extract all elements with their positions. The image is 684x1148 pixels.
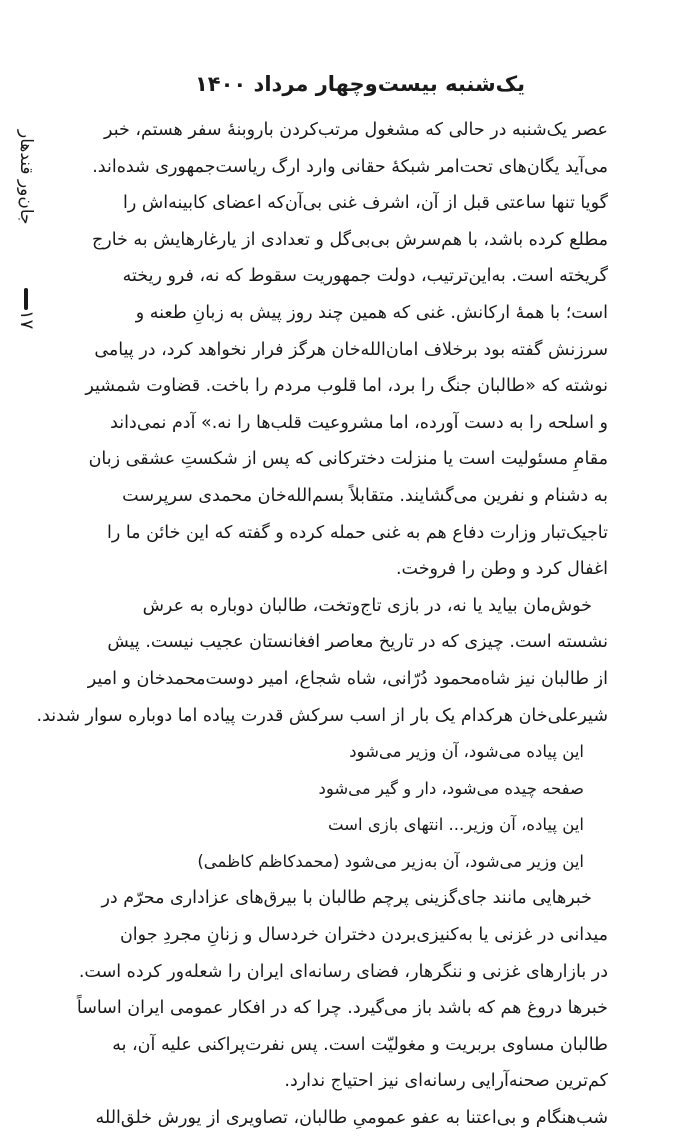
running-title-separator [24,288,28,310]
text-line: از طالبان نیز شاه‌محمود دُرّانی، شاه شجاع، امیر دوست‌محمدخان و امیر [87,668,608,689]
text-line: در بازارهای غزنی و ننگرهار، فضای رسانه‌ای ایران را شعله‌ور کرده است. [78,961,608,982]
text-line: میدانی در غزنی یا به‌کنیزی‌بردن دختران خردسال و زنانِ مجردِ جوان [119,925,608,946]
section-heading: یک‌شنبه بیست‌وچهار مرداد ۱۴۰۰ [194,72,526,96]
page-number: ١٧ [16,310,37,330]
text-line: خبرها دروغ هم که باشد باز می‌گیرد. چرا که در افکار عمومی ایران اساساً [76,998,608,1019]
text-line: تاجیک‌تبار وزارت دفاع هم به غنی حمله کرده و گفته که این خائن ما را [106,522,608,543]
poem-line: این وزیر می‌شود، آن به‌زیر می‌شود (محمدکاظم کاظمی) [197,851,584,871]
text-line: عصر یک‌شنبه در حالی که مشغول مرتب‌کردن باروبنهٔ سفر هستم، خبر [104,120,608,140]
text-line: نشسته است. چیزی که در تاریخ معاصر افغانستان عجیب نیست. پیش [107,632,608,653]
text-line: اغفال کرد و وطن را فروخت. [395,559,608,580]
text-line: می‌آید یگان‌های تحت‌امر شبکهٔ حقانی وارد ارگ ریاست‌جمهوری شده‌اند. [92,156,608,177]
text-line: سرزنش گفته بود برخلاف امان‌الله‌خان هرگز فرار نخواهد کرد، در پیامی [94,339,608,360]
text-line: نوشته که «طالبان جنگ را برد، اما قلوب مردم را باخت. قضاوت شمشیر [85,376,608,397]
text-line: شیرعلی‌خان هرکدام یک بار از اسب سرکش قدرت پیاده اما دوباره سوار شدند. [36,705,608,726]
text-line: گویا تنها ساعتی قبل از آن، اشرف غنی بی‌آن‌که اعضای کابینه‌اش را [123,193,608,214]
body-text [36,112,608,1137]
text-line: است؛ با همهٔ ارکانش. غنی که همین چند روز پیش به زبانِ طعنه و [135,302,608,323]
text-line: کم‌ترین صحنه‌آرایی رسانه‌ای نیز احتیاج ندارد. [284,1071,608,1092]
poem-block [96,734,608,880]
text-line: گریخته است. به‌این‌ترتیب، دولت جمهوریت سقوط که نه، فرو ریخته [122,266,608,287]
text-line: مطلع کرده باشد، با هم‌سرش بی‌بی‌گل و تعدادی از یارغارهایش به خارج [91,229,608,250]
poem-line: این پیاده می‌شود، آن وزیر می‌شود [349,742,584,762]
poem-line: این پیاده، آن وزیر... انتهای بازی است [327,815,584,835]
text-line: شب‌هنگام و بی‌اعتنا به عفو عمومیِ طالبان، تصاویری از یورش خلق‌الله [95,1108,608,1129]
text-line: مقامِ مسئولیت است یا منزلت دخترکانی که پس از شکستِ عشقی زبان [88,449,608,470]
poem-line: صفحه چیده می‌شود، دار و گیر می‌شود [318,778,584,798]
text-line: خبرهایی مانند جای‌گزینی پرچم طالبان با بیرق‌های عزاداری محرّم در [101,888,592,909]
text-line: طالبان مساوی بربریت و مغولیّت است. پس نفرت‌پراکنی علیه آن، به [112,1034,608,1055]
text-line: به دشنام و نفرین می‌گشایند. متقابلاً بسم‌الله‌خان محمدی سرپرست [122,485,608,506]
text-line: و اسلحه را به دست آورده، اما مشروعیت قلب‌ها را نه.» آدم نمی‌داند [110,412,608,433]
running-title: جان‌ور قندهار [16,130,36,225]
text-line: خوش‌مان بیاید یا نه، در بازی تاج‌وتخت، طالبان دوباره به عرش [142,595,592,616]
